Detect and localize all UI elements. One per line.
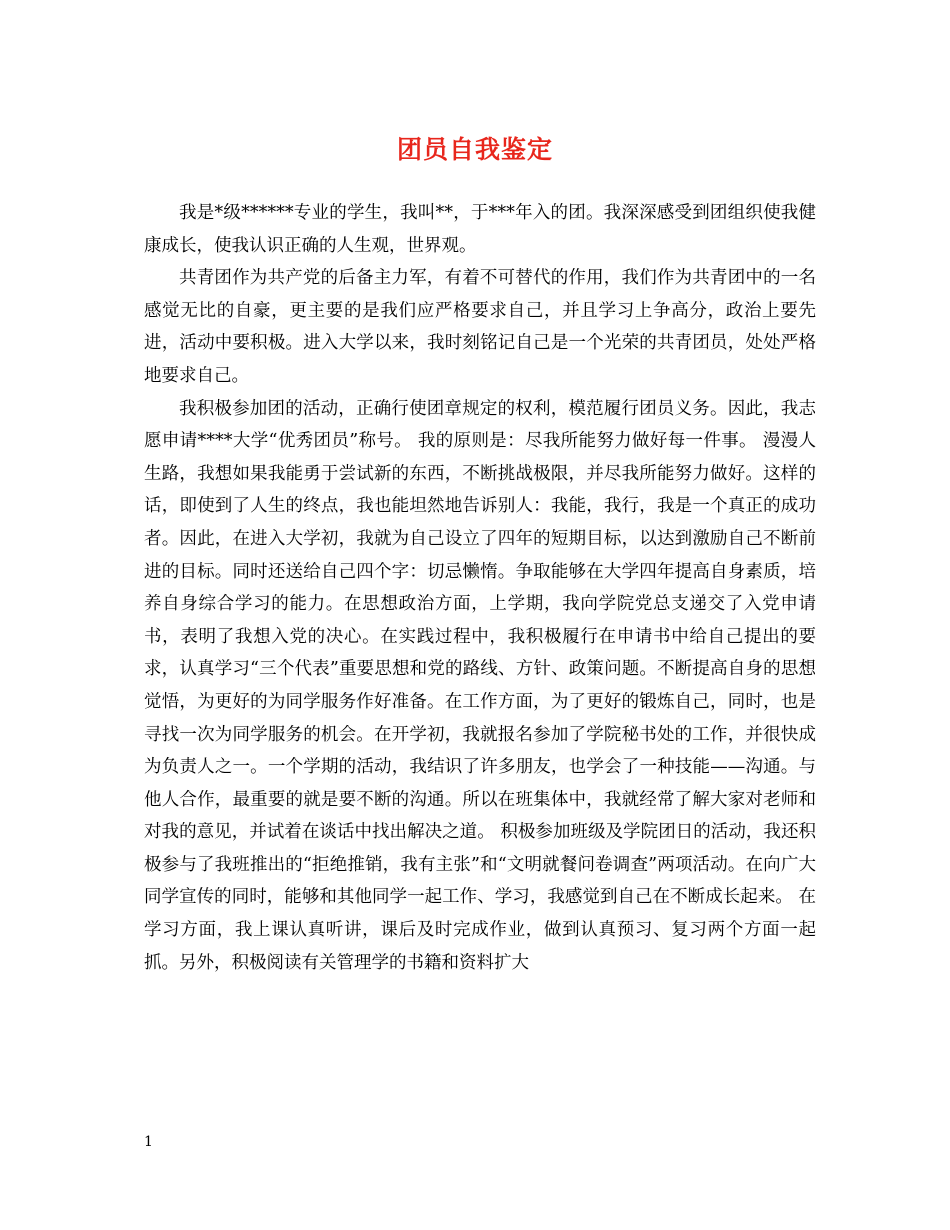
document-title: 团员自我鉴定 [396,135,553,164]
document-body [144,197,816,979]
paragraph-3: 我积极参加团的活动，正确行使团章规定的权利，模范履行团员义务。因此，我志愿申请****大学“优秀团员”称号。 我的原则是：尽我所能努力做好每一件事。 漫漫人生路，我想如果我能勇于尝试新的东西，不断挑战极限，并尽我所能努力做好。这样的话，即使到了人生的终点，我也能坦然地告诉别人：我能，我行，我是一个真正的成功者。因此，在进入大学初，我就为自己设立了四年的短期目标，以达到激励自己不断前进的目标。同时还送给自己四个字：切忌懒惰。争取能够在大学四年提高自身素质，培养自身综合学习的能力。在思想政治方面，上学期，我向学院党总支递交了入党申请书，表明了我想入党的决心。在实践过程中，我积极履行在申请书中给自己提出的要求，认真学习“三个代表”重要思想和党的路线、方针、政策问题。不断提高自身的思想觉悟，为更好的为同学服务作好准备。在工作方面，为了更好的锻炼自己，同时，也是寻找一次为同学服务的机会。在开学初，我就报名参加了学院秘书处的工作，并很快成为负责人之一。一个学期的活动，我结识了许多朋友，也学会了一种技能——沟通。与他人合作，最重要的就是要不断的沟通。所以在班集体中，我就经常了解大家对老师和对我的意见，并试着在谈话中找出解决之道。 积极参加班级及学院团日的活动，我还积极参与了我班推出的“拒绝推销，我有主张”和“文明就餐问卷调查”两项活动。在向广大同学宣传的同时，能够和其他同学一起工作、学习，我感觉到自己在不断成长起来。 在学习方面，我上课认真听讲，课后及时完成作业，做到认真预习、复习两个方面一起抓。另外，积极阅读有关管理学的书籍和资料扩大 [144,398,816,973]
paragraph-1: 我是*级******专业的学生，我叫**，于***年入的团。我深深感受到团组织使我健康成长，使我认识正确的人生观，世界观。 [144,203,816,256]
paragraph-2: 共青团作为共产党的后备主力军，有着不可替代的作用，我们作为共青团中的一名感觉无比的自豪，更主要的是我们应严格要求自己，并且学习上争高分，政治上要先进，活动中要积极。进入大学以来，我时刻铭记自己是一个光荣的共青团员，处处严格地要求自己。 [144,268,816,386]
page-number: 1 [144,1134,153,1150]
